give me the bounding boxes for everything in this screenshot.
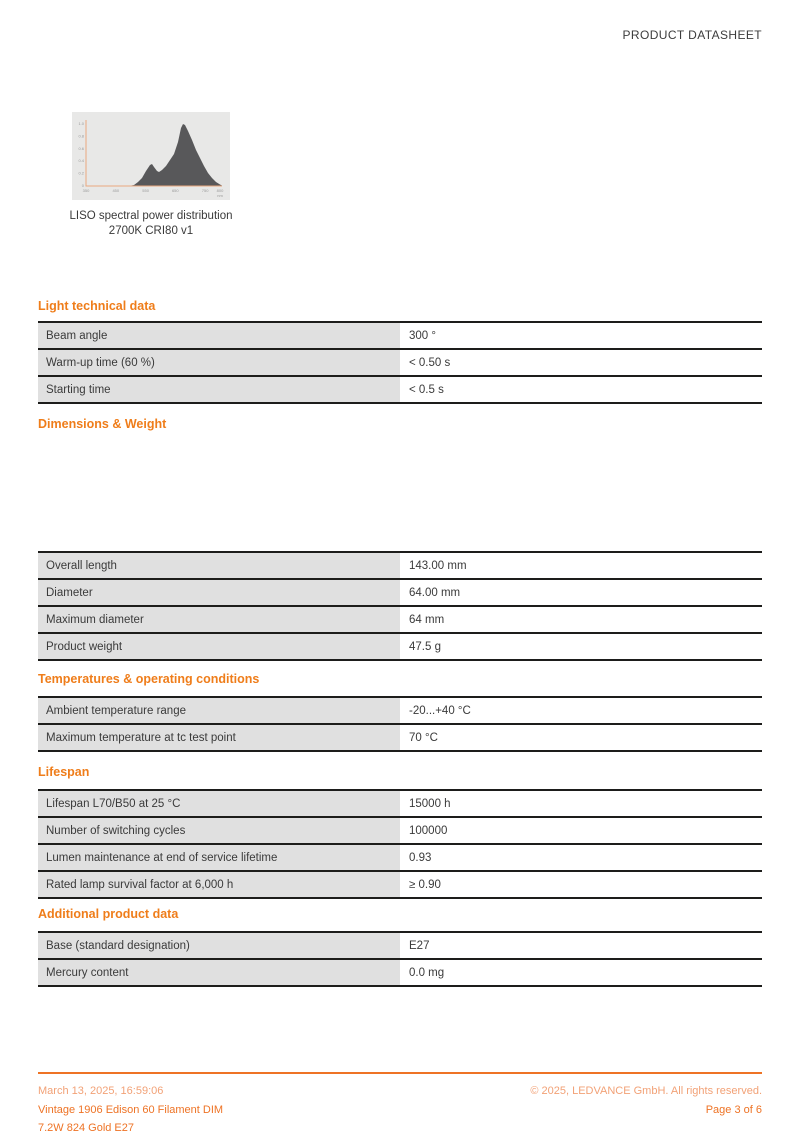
row-value: 64.00 mm	[400, 580, 762, 605]
row-label: Number of switching cycles	[38, 818, 400, 843]
footer-divider	[38, 1072, 762, 1074]
row-value: 47.5 g	[400, 634, 762, 659]
table-row	[38, 931, 762, 958]
footer-right	[530, 1082, 762, 1119]
row-label: Starting time	[38, 377, 400, 402]
light-technical-data-table	[38, 321, 762, 404]
spectral-power-distribution-chart	[72, 112, 230, 200]
row-value: 300 °	[400, 323, 762, 348]
table-row	[38, 958, 762, 985]
row-value: 143.00 mm	[400, 553, 762, 578]
table-row	[38, 843, 762, 870]
svg-text:0.2: 0.2	[78, 170, 84, 176]
row-label: Beam angle	[38, 323, 400, 348]
row-label: Maximum temperature at tc test point	[38, 725, 400, 750]
table-row	[38, 632, 762, 659]
row-label: Product weight	[38, 634, 400, 659]
row-value: < 0.50 s	[400, 350, 762, 375]
footer-left	[38, 1082, 223, 1132]
chart-caption-line1: LISO spectral power distribution	[69, 210, 233, 222]
row-label: Warm-up time (60 %)	[38, 350, 400, 375]
section-title-dimensions-weight: Dimensions & Weight	[38, 417, 167, 431]
section-title-additional-product-data: Additional product data	[38, 907, 179, 921]
table-row	[38, 551, 762, 578]
row-label: Base (standard designation)	[38, 933, 400, 958]
row-value: 70 °C	[400, 725, 762, 750]
spd-chart-canvas	[72, 112, 230, 200]
table-row	[38, 816, 762, 843]
lifespan-table	[38, 789, 762, 899]
svg-text:0: 0	[81, 183, 84, 188]
section-title-lifespan: Lifespan	[38, 765, 90, 779]
table-row	[38, 789, 762, 816]
row-label: Rated lamp survival factor at 6,000 h	[38, 872, 400, 897]
chart-caption-line2: 2700K CRI80 v1	[108, 225, 194, 237]
table-row	[38, 321, 762, 348]
svg-text:450: 450	[112, 188, 120, 193]
footer-date: March 13, 2025, 16:59:06	[38, 1085, 164, 1097]
svg-text:800: 800	[216, 188, 224, 193]
row-label: Lifespan L70/B50 at 25 °C	[38, 791, 400, 816]
svg-text:1.0: 1.0	[78, 121, 84, 126]
chart-caption	[21, 209, 281, 239]
row-label: Mercury content	[38, 960, 400, 985]
dimensions-weight-table	[38, 551, 762, 661]
x-axis-unit: nm	[217, 193, 223, 198]
footer-product-name: Vintage 1906 Edison 60 Filament DIM	[38, 1103, 224, 1116]
x-axis-ticks	[83, 188, 224, 198]
row-value: 0.93	[400, 845, 762, 870]
svg-text:550: 550	[142, 188, 149, 193]
table-row	[38, 870, 762, 897]
table-row	[38, 723, 762, 750]
section-title-light-technical-data: Light technical data	[38, 299, 156, 313]
svg-text:650: 650	[171, 188, 179, 193]
table-row	[38, 348, 762, 375]
svg-text:0.4: 0.4	[78, 158, 84, 164]
svg-text:0.8: 0.8	[78, 133, 84, 139]
row-value: 0.0 mg	[400, 960, 762, 985]
svg-text:750: 750	[201, 188, 209, 193]
svg-text:0.6: 0.6	[78, 145, 84, 151]
page-title: PRODUCT DATASHEET	[622, 28, 762, 42]
y-axis-ticks	[78, 121, 84, 188]
row-label: Diameter	[38, 580, 400, 605]
svg-text:350: 350	[82, 188, 90, 193]
footer-page-number: Page 3 of 6	[705, 1103, 762, 1116]
section-title-temperatures: Temperatures & operating conditions	[38, 672, 260, 686]
row-label: Maximum diameter	[38, 607, 400, 632]
table-row	[38, 375, 762, 402]
footer-copyright: © 2025, LEDVANCE GmbH. All rights reserved.	[530, 1085, 762, 1097]
row-value: -20...+40 °C	[400, 698, 762, 723]
row-label: Overall length	[38, 553, 400, 578]
row-value: ≥ 0.90	[400, 872, 762, 897]
row-value: 64 mm	[400, 607, 762, 632]
row-value: 100000	[400, 818, 762, 843]
row-label: Lumen maintenance at end of service lifetime	[38, 845, 400, 870]
row-label: Ambient temperature range	[38, 698, 400, 723]
temperatures-table	[38, 696, 762, 752]
row-value: < 0.5 s	[400, 377, 762, 402]
additional-product-data-table	[38, 931, 762, 987]
spd-area	[86, 124, 222, 186]
table-row	[38, 605, 762, 632]
row-value: 15000 h	[400, 791, 762, 816]
footer-product-spec: 7.2W 824 Gold E27	[38, 1122, 135, 1132]
table-row	[38, 578, 762, 605]
table-row	[38, 696, 762, 723]
row-value: E27	[400, 933, 762, 958]
